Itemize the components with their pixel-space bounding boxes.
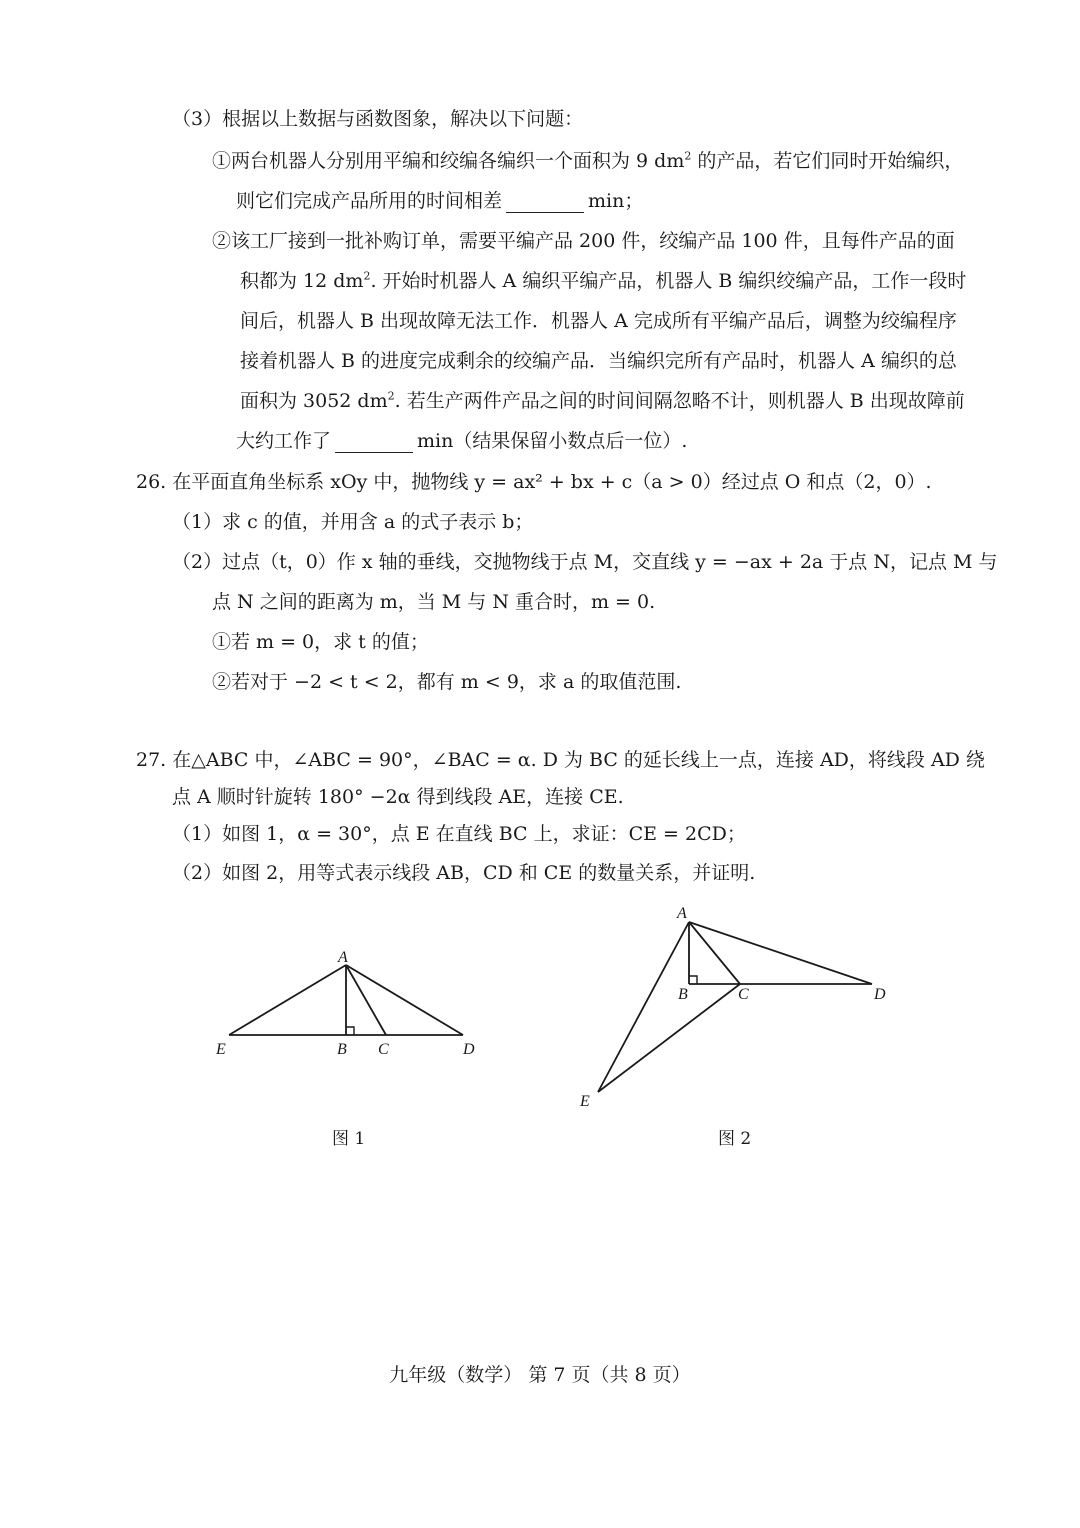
q27-part1: （1）如图 1，α = 30°，点 E 在直线 BC 上，求证：CE = 2CD；	[172, 823, 746, 845]
q26-part2-line1: （2）过点（t，0）作 x 轴的垂线，交抛物线于点 M，交直线 y = −ax + 2a 于点 N，记点 M 与	[172, 551, 998, 573]
q27-stem-line2: 点 A 顺时针旋转 180° −2α 得到线段 AE，连接 CE.	[172, 786, 624, 808]
fig2-line-AE	[598, 922, 689, 1092]
q26-part2-sub2: ②若对于 −2 < t < 2，都有 m < 9，求 a 的取值范围.	[212, 671, 682, 693]
fig1-label-E: E	[216, 1041, 226, 1058]
q26-stem: 26. 在平面直角坐标系 xOy 中，抛物线 y = ax² + bx + c（a > 0）经过点 O 和点（2，0）.	[136, 471, 932, 493]
q25-sub1-line2: 则它们完成产品所用的时间相差 min；	[236, 190, 644, 212]
q25-part3-intro: （3）根据以上数据与函数图象，解决以下问题：	[172, 108, 584, 130]
q25-sub2-line2: 积都为 12 $dm^2$. 开始时机器人 A 编织平编产品，机器人 B 编织绞编产品，工作一段时	[240, 269, 967, 292]
figure-1-caption: 图 1	[332, 1129, 366, 1149]
fig2-right-angle-mark	[689, 976, 697, 984]
fig1-line-AD	[346, 965, 463, 1035]
fig1-label-C: C	[378, 1041, 389, 1058]
q25-sub1-line1: ①两台机器人分别用平编和绞编各编织一个面积为 9 $dm^2$ 的产品，若它们同时开始编织，	[212, 149, 964, 172]
fig1-label-B: B	[337, 1041, 347, 1058]
fig2-label-C: C	[738, 986, 749, 1003]
q27-part2: （2）如图 2，用等式表示线段 AB，CD 和 CE 的数量关系，并证明.	[172, 862, 756, 884]
q25-sub2-line3: 间后，机器人 B 出现故障无法工作．机器人 A 完成所有平编产品后，调整为绞编程序	[240, 310, 957, 332]
fig2-label-B: B	[678, 986, 688, 1003]
q26-part1: （1）求 c 的值，并用含 a 的式子表示 b；	[172, 511, 534, 533]
fig2-line-AD	[689, 922, 872, 984]
q26-part2-sub1: ①若 m = 0，求 t 的值；	[212, 631, 429, 653]
fig1-label-A: A	[338, 949, 348, 966]
fig1-label-D: D	[463, 1041, 475, 1058]
q27-stem-line1: 27. 在△ABC 中，∠ABC = 90°，∠BAC = α. D 为 BC 的延长线上一点，连接 AD，将线段 AD 绕	[136, 749, 985, 771]
fig2-label-E: E	[580, 1093, 590, 1110]
figure-2-caption: 图 2	[718, 1129, 752, 1149]
q25-sub2-line1: ②该工厂接到一批补购订单，需要平编产品 200 件，绞编产品 100 件，且每件产品的面	[212, 230, 955, 252]
fig2-line-EC	[598, 984, 740, 1092]
q25-sub2-line4: 接着机器人 B 的进度完成剩余的绞编产品．当编织完所有产品时，机器人 A 编织的总	[240, 350, 957, 372]
q26-part2-line2: 点 N 之间的距离为 m，当 M 与 N 重合时，m = 0.	[212, 591, 656, 613]
page-footer: 九年级（数学） 第 7 页（共 8 页）	[389, 1364, 691, 1386]
q25-sub2-line6: 大约工作了 min（结果保留小数点后一位）.	[236, 430, 688, 452]
fig1-line-AC	[346, 965, 386, 1035]
fig2-label-A: A	[677, 905, 687, 922]
fig1-right-angle-mark	[346, 1027, 354, 1035]
fig1-line-EA	[229, 965, 346, 1035]
q25-sub2-line5: 面积为 3052 $dm^2$. 若生产两件产品之间的时间间隔忽略不计，则机器人 B 出现故障前	[240, 389, 965, 412]
fig2-label-D: D	[874, 986, 886, 1003]
